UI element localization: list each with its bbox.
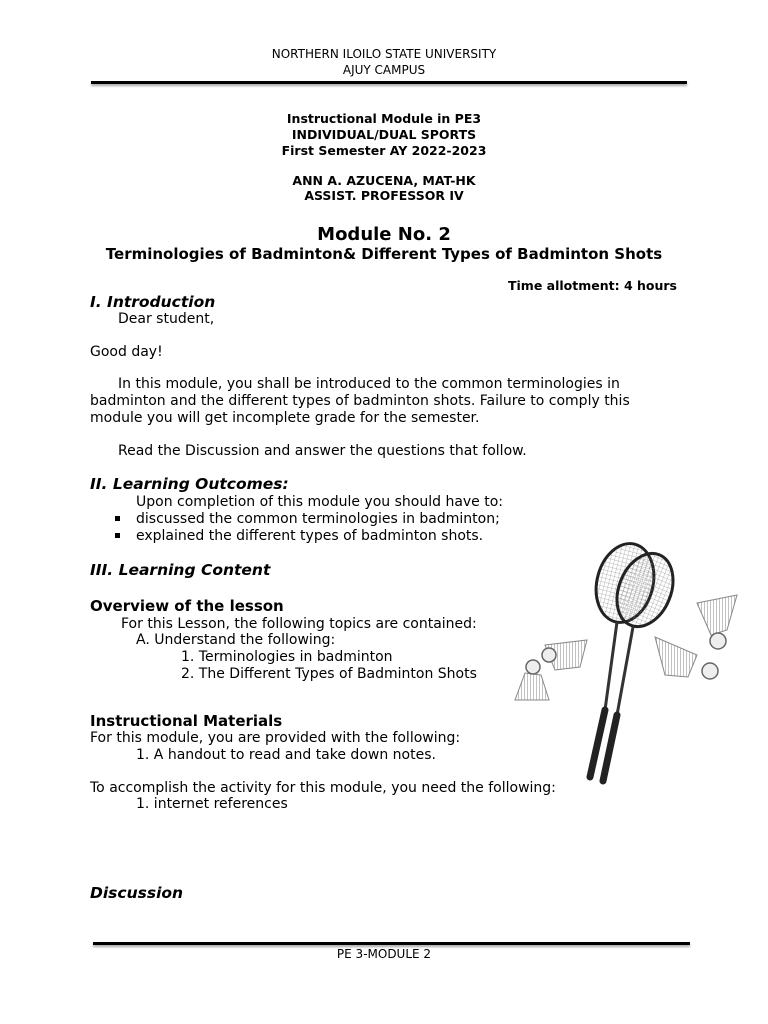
module-course: Instructional Module in PE3 (286, 111, 482, 126)
content-heading: III. Learning Content (90, 561, 271, 579)
intro-paragraph-line2: badminton and the different types of badminton shots. Failure to comply this (90, 393, 630, 409)
overview-heading: Overview of the lesson (90, 597, 284, 615)
campus-name: AJUY CAMPUS (342, 63, 426, 77)
outcome-item: explained the different types of badminton shots. (136, 528, 484, 544)
header-rule (91, 81, 687, 84)
bullet-icon (115, 516, 120, 521)
shuttlecock-icon (655, 637, 718, 679)
outcomes-heading: II. Learning Outcomes: (90, 475, 289, 493)
overview-lead: For this Lesson, the following topics are contained: (121, 616, 477, 632)
materials-item: 1. A handout to read and take down notes. (136, 747, 436, 763)
activity-item: 1. internet references (136, 796, 288, 812)
shuttlecock-icon (515, 660, 549, 700)
university-name: NORTHERN ILOILO STATE UNIVERSITY (271, 47, 497, 61)
module-title: Module No. 2 (317, 224, 451, 245)
module-subtitle: Terminologies of Badminton& Different Types of Badminton Shots (105, 245, 663, 263)
shuttlecock-icon (697, 595, 737, 649)
greeting: Dear student, (118, 311, 215, 327)
badminton-rackets-icon (505, 535, 763, 790)
intro-paragraph-line1: In this module, you shall be introduced to the common terminologies in (118, 376, 620, 392)
materials-heading: Instructional Materials (90, 712, 283, 730)
intro-paragraph-line3: module you will get incomplete grade for the semester. (90, 410, 480, 426)
footer-label: PE 3-MODULE 2 (336, 947, 432, 961)
author-position: ASSIST. PROFESSOR IV (304, 188, 464, 203)
topic-item: 2. The Different Types of Badminton Shots (181, 666, 477, 682)
footer-rule (93, 942, 690, 945)
introduction-heading: I. Introduction (90, 293, 216, 311)
module-category: INDIVIDUAL/DUAL SPORTS (291, 127, 477, 142)
intro-instruction: Read the Discussion and answer the questions that follow. (118, 443, 527, 459)
time-allotment: Time allotment: 4 hours (507, 278, 677, 293)
module-semester: First Semester AY 2022-2023 (281, 143, 487, 158)
topic-a: A. Understand the following: (136, 632, 336, 648)
outcomes-lead: Upon completion of this module you should have to: (136, 494, 504, 510)
shuttlecock-icon (542, 640, 587, 670)
topic-item: 1. Terminologies in badminton (181, 649, 393, 665)
discussion-heading: Discussion (90, 884, 184, 902)
bullet-icon (115, 533, 120, 538)
good-day: Good day! (90, 344, 163, 360)
author-name: ANN A. AZUCENA, MAT-HK (292, 173, 476, 188)
materials-lead: For this module, you are provided with the following: (90, 730, 461, 746)
outcome-item: discussed the common terminologies in badminton; (136, 511, 500, 527)
activity-lead: To accomplish the activity for this module, you need the following: (90, 780, 556, 796)
